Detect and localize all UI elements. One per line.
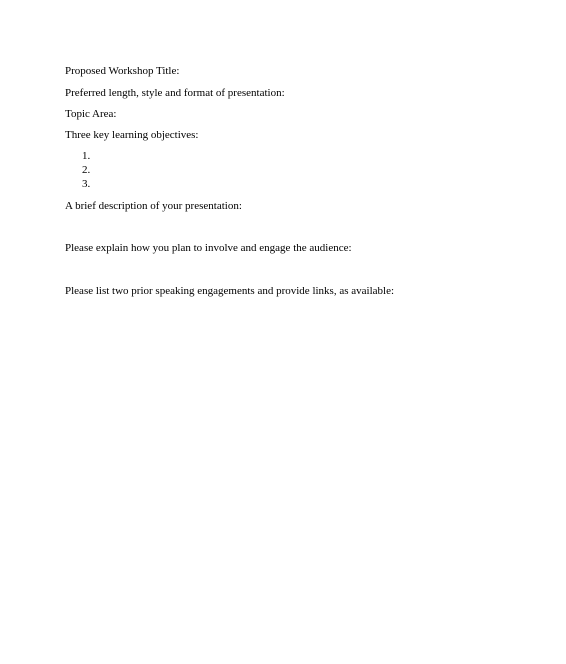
workshop-title-label: Proposed Workshop Title: bbox=[65, 65, 180, 77]
description-label: A brief description of your presentation: bbox=[65, 200, 242, 212]
learning-objectives-label: Three key learning objectives: bbox=[65, 129, 199, 141]
objective-item-2: 2. bbox=[82, 164, 91, 176]
length-style-format-label: Preferred length, style and format of presentation: bbox=[65, 87, 285, 99]
audience-engagement-label: Please explain how you plan to involve and engage the audience: bbox=[65, 242, 352, 254]
prior-engagements-label: Please list two prior speaking engagements and provide links, as available: bbox=[65, 285, 395, 297]
objective-item-1: 1. bbox=[82, 150, 91, 162]
topic-area-label: Topic Area: bbox=[65, 108, 117, 120]
objective-item-3: 3. bbox=[82, 178, 91, 190]
